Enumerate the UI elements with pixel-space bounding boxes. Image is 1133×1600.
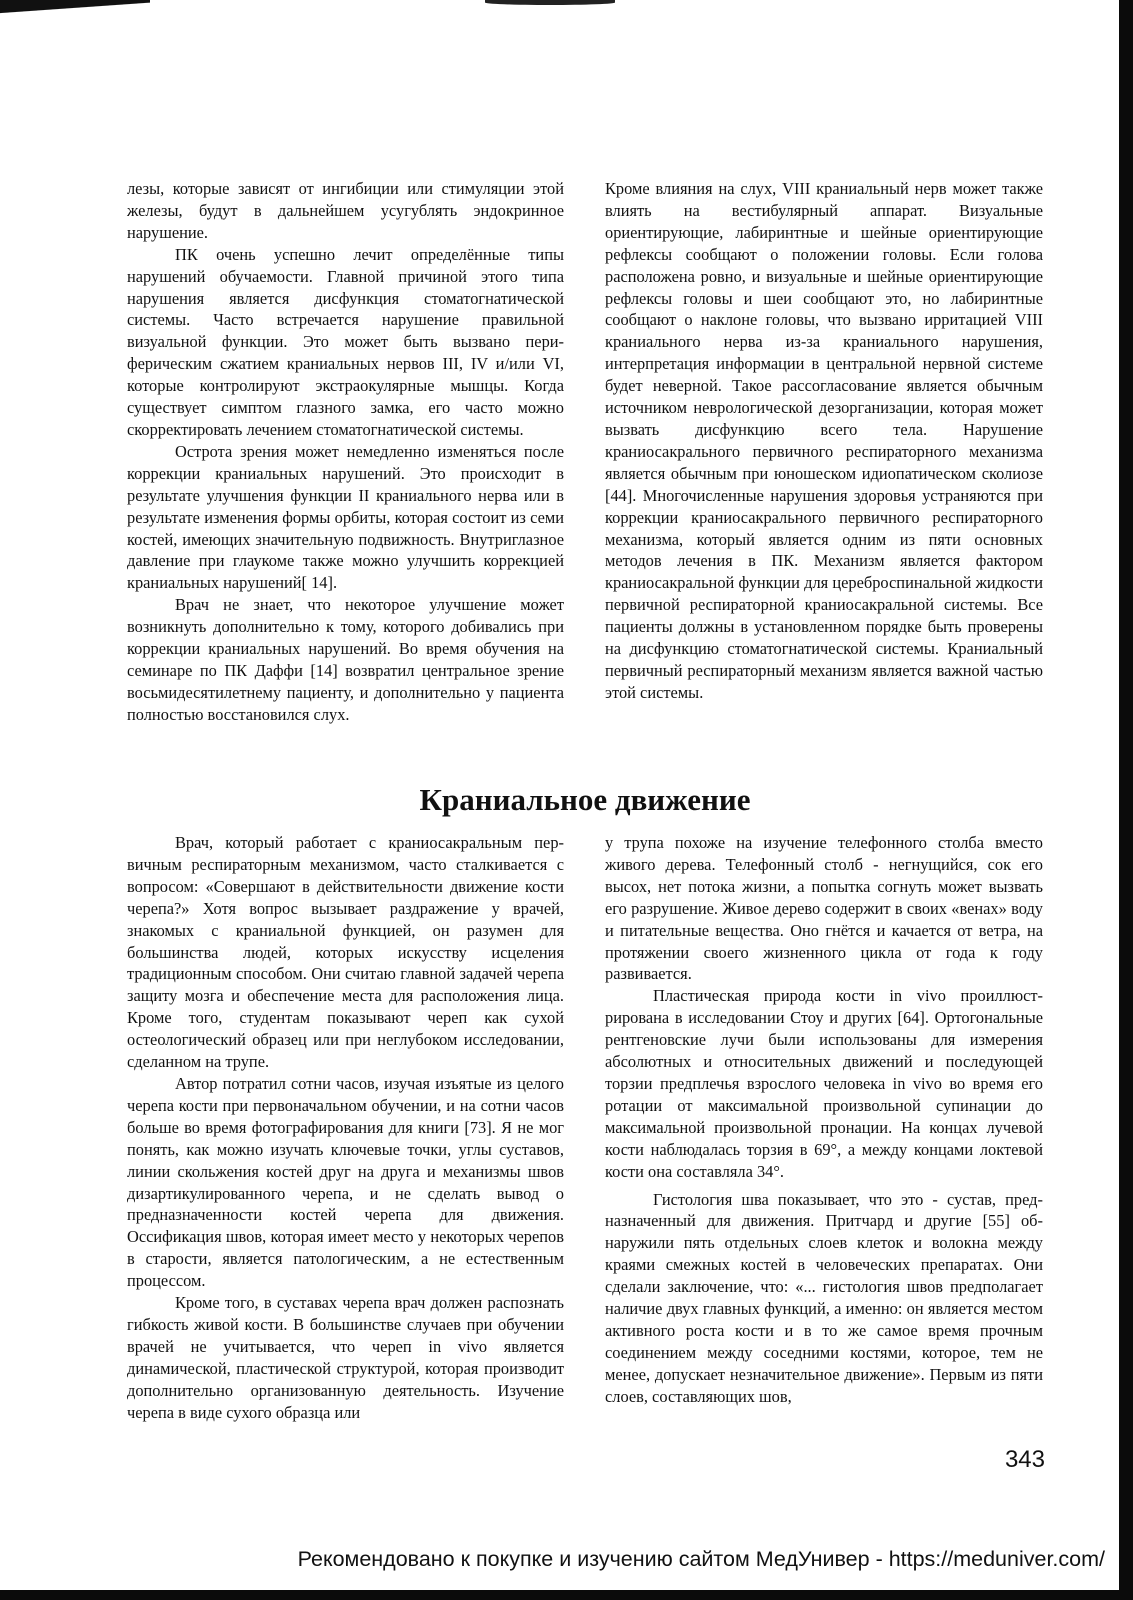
scan-edge-shadow: [0, 0, 150, 18]
page-number: 343: [1004, 1446, 1045, 1473]
footer-recommendation-link[interactable]: Рекомендовано к покупке и изучению сайтом МедУнивер - https://meduniver.com/: [297, 1547, 1105, 1571]
scan-edge-shadow: [485, 0, 615, 5]
scan-edge-border: [1119, 0, 1133, 1600]
paragraph: лезы, которые зависят от ингибиции или стимуляции этой железы, будут в дальнейшем усугублять эндокринное нарушение.: [127, 179, 564, 242]
section-heading: Краниальное движение: [419, 782, 751, 817]
paragraph: у трупа похоже на изучение телефонного столба вместо живого дерева. Телефонный столб - негнущийся, сок его высох, нет потока жизни, а попытка согнуть может вызвать его разрушение. Живое дерево содержит в своих «венах» воду и питательные вещества. Оно гнётся и качается от ветра, на протяжении своего жизненного цикла от года к году развивается.: [605, 833, 1043, 984]
paragraph: Кроме влияния на слух, VIII краниальный нерв может также влиять на вестибулярный аппарат. Визуальные ориентирующие, лабиринтные и шейные ориентирующие рефлексы сообщают о положении головы. Если голова расположена ровно, и визуальные и шейные ориентирующие рефлексы головы и шеи сообщают это, но лабиринтные сообщают о наклоне головы, что вызвано ирритацией VIII краниального нерва из-за краниального нарушения, интерпретация информации в центральной нервной системе будет неверной. Такое рассогласование является обычным источником неврологической дезорганизации, которая может вызвать дисфункцию всего тела. Нарушение краниосакрального первичного респираторного механизма является обычным при юношеском идиопатическом сколиозе [44]. Многочисленные нарушения здоровья устраняются при коррекции краниосакрального первичного респираторного механизма, который является одним из пяти основных методов лечения в ПК. Механизм является фактором краниосакральной функции для цереброспинальной жидкости первичной респираторной краниосакральной системы. Все пациенты должны в установленном порядке быть проверены на дисфункцию стоматогнатической системы. Краниальный первичный респираторный механизм является важной частью этой системы.: [605, 179, 1043, 702]
column-top-right: [605, 178, 1043, 704]
paragraph: Пластическая природа кости in vivo проиллюстрирована в исследовании Стоу и других [64]. Ортогональные рентгеновские лучи были использованы для измерения абсолютных и относительных движений и последующей торзии предплечья взрослого человека in vivo во время его ротации от максимальной произвольной супинации до максимальной произвольной пронации. На концах лучевой кости наблюдалась торзия в 69°, а между концами локтевой кости она составляла 34°.: [605, 986, 1043, 1181]
column-bottom-left: [127, 832, 564, 1423]
paragraph: Автор потратил сотни часов, изучая изъятые из целого черепа кости при первоначальном обучении, и на сотни часов больше во время фотографирования для книги [73]. Я не мог понять, как можно изучать ключевые точки, углы суставов, линии скольжения костей друг на друга и механизмы швов дизартикулированного черепа, и не сделать вывод о предназначенности костей черепа для движения. Оссификация швов, которая имеет место у некоторых черепов в старости, является патологическим, а не естественным процессом.: [127, 1073, 564, 1291]
paragraph: Врач, который работает с краниосакральным первичным респираторным механизмом, часто сталкивается с вопросом: «Совершают в действительности движение кости черепа?» Хотя вопрос вызывает раздражение у врачей, знакомых с краниальной функцией, он разумен для большинства людей, которых искусству исцеления традиционным способом. Они считаю главной задачей черепа защиту мозга и обеспечение места для расположения лица. Кроме того, студентам показывают череп как сухой остеологический образец или при неглубоком исследовании, сделанном на трупе.: [127, 833, 564, 1072]
paragraph: ПК очень успешно лечит определённые типы нарушений обучаемости. Главной причиной этого типа нарушения является дисфункция стоматогнатической системы. Часто встречается нарушение правильной визуальной функции. Это может быть вызвано периферическим сжатием краниальных нервов III, IV и/или VI, которые контролируют экстраокулярные мышцы. Когда существует симптом глазного замка, его часто можно скорректировать лечением стоматогнатической системы.: [127, 244, 564, 439]
paragraph: Врач не знает, что некоторое улучшение может возникнуть дополнительно к тому, которого добивались при коррекции краниальных нарушений. Во время обучения на семинаре по ПК Даффи [14] возвратил центральное зрение восьмидесятилетнему пациенту, и дополнительно у пациента полностью восстановился слух.: [127, 595, 564, 724]
paragraph: Кроме того, в суставах черепа врач должен распознать гибкость живой кости. В большинстве случаев при обучении врачей не учитывается, что череп in vivo является динамической, пластической структурой, которая производит дополнительно организованную деятельность. Изучение черепа в виде сухого образца или: [127, 1293, 564, 1422]
paragraph: Гистология шва показывает, что это - сустав, предназначенный для движения. Притчард и другие [55] обнаружили пять отдельных слоев клеток и волокна между краями смежных костей в человеческих препаратах. Они сделали заключение, что: «... гистология швов предполагает наличие двух главных функций, а именно: он является местом активного роста кости и в то же самое время прочным соединением между соседними костями, которое, тем не менее, допускает незначительное движение». Первым из пяти слоев, составляющих шов,: [605, 1189, 1043, 1406]
column-top-left: [127, 178, 564, 726]
scan-edge-border: [0, 1590, 1133, 1600]
paragraph: Острота зрения может немедленно изменяться после коррекции краниальных нарушений. Это происходит в результате улучшения функции II краниального нерва или в результате изменения формы орбиты, которая состоит из семи костей, имеющих значительную подвижность. Внутриглазное давление при глаукоме также можно улучшить коррекцией краниальных нарушений[ 14].: [127, 441, 564, 593]
column-bottom-right: [605, 832, 1043, 1408]
